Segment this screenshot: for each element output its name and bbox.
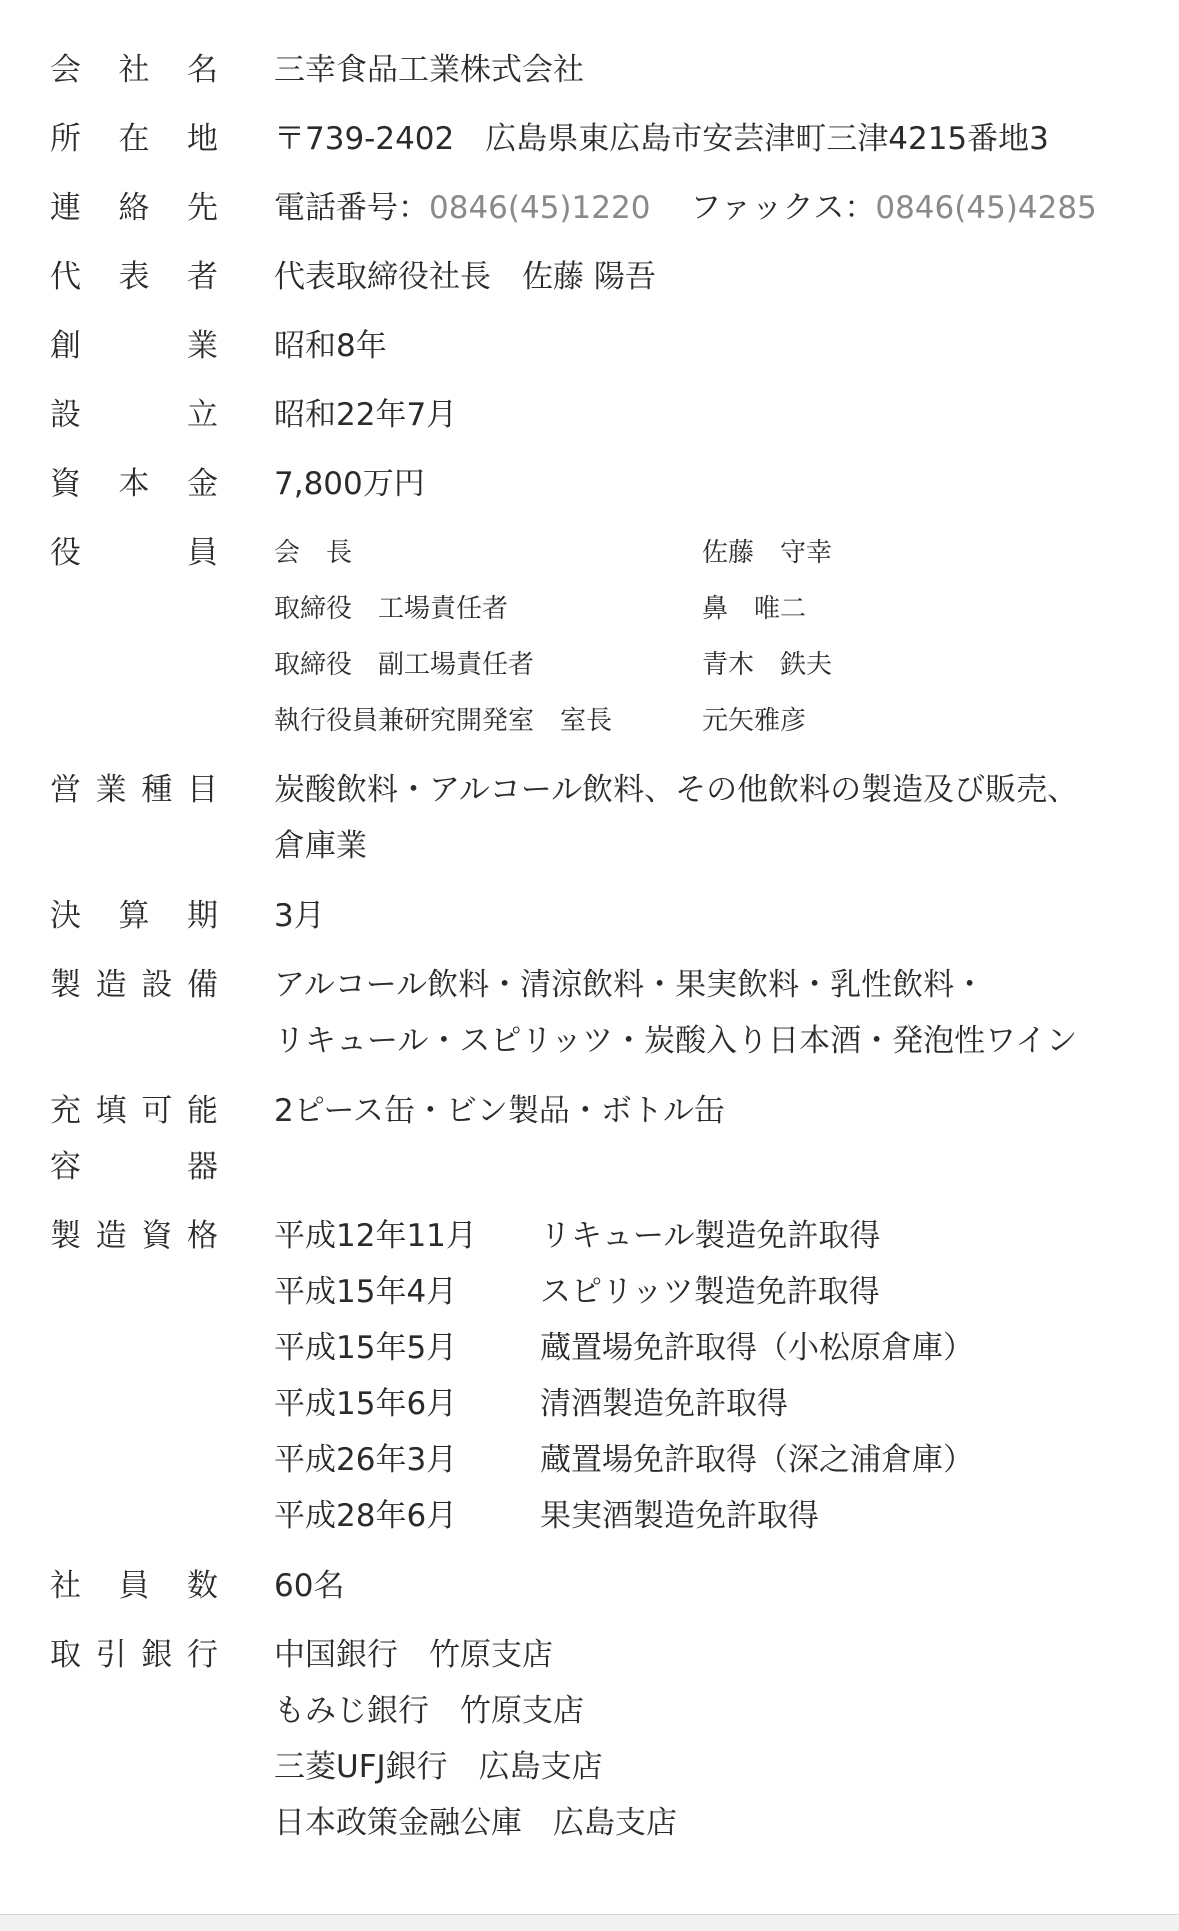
employees-value: 60名 (274, 1568, 345, 1604)
business-line: 炭酸飲料・アルコール飲料、その他飲料の製造及び販売、 (274, 772, 1079, 808)
qualification-item (274, 1264, 1164, 1320)
business-value (274, 762, 1164, 874)
fax-number: 0846(45)4285 (875, 190, 1097, 226)
officer-name: 元矢雅彦 (702, 706, 807, 736)
qualification-date: 平成15年6月 (274, 1386, 458, 1422)
company-name-label: 会社名 (50, 52, 218, 88)
capital-value: 7,800万円 (274, 466, 425, 502)
officers-label: 役員 (50, 535, 218, 571)
officer-name: 青木 鉄夫 (702, 650, 833, 680)
officer-item (274, 581, 1164, 637)
qualification-date: 平成26年3月 (274, 1442, 458, 1478)
containers-label-line2: 容器 (50, 1149, 218, 1185)
containers-label-line1: 充填可能 (50, 1093, 218, 1129)
containers-value: 2ピース缶・ビン製品・ボトル缶 (274, 1093, 725, 1129)
officer-name: 鼻 唯二 (702, 594, 807, 624)
bottom-bar (0, 1914, 1179, 1931)
qualification-item (274, 1208, 1164, 1264)
qualification-text: 清酒製造免許取得 (540, 1386, 788, 1422)
officer-item (274, 693, 1164, 749)
qualification-text: 果実酒製造免許取得 (540, 1498, 819, 1534)
fax-label: ファックス： (690, 190, 876, 226)
qualification-text: リキュール製造免許取得 (540, 1218, 881, 1254)
qualifications-list (274, 1208, 1164, 1544)
qualification-date: 平成28年6月 (274, 1498, 458, 1534)
bank-item: 中国銀行 竹原支店 (274, 1637, 553, 1673)
founded-label: 創業 (50, 328, 218, 364)
bank-item: 日本政策金融公庫 広島支店 (274, 1805, 677, 1841)
founded-value: 昭和8年 (274, 328, 387, 364)
banks-label: 取引銀行 (50, 1637, 218, 1673)
banks-list (274, 1627, 1164, 1851)
established-label: 設立 (50, 397, 218, 433)
qualification-text: 蔵置場免許取得（深之浦倉庫） (540, 1442, 974, 1478)
bank-item: 三菱UFJ銀行 広島支店 (274, 1749, 603, 1785)
qualification-item (274, 1320, 1164, 1376)
company-name-value: 三幸食品工業株式会社 (274, 52, 584, 88)
qualifications-label: 製造資格 (50, 1218, 218, 1254)
address-value: 〒739-2402 広島県東広島市安芸津町三津4215番地3 (274, 121, 1049, 157)
tel-number[interactable]: 0846(45)1220 (429, 190, 651, 226)
contact-label: 連絡先 (50, 190, 218, 226)
employees-label: 社員数 (50, 1568, 218, 1604)
officer-role: 取締役 工場責任者 (274, 594, 509, 624)
officer-role: 会 長 (274, 538, 353, 568)
tel-label: 電話番号： (274, 190, 429, 226)
officers-list (274, 525, 1164, 749)
officer-name: 佐藤 守幸 (702, 538, 833, 568)
address-label: 所在地 (50, 121, 218, 157)
established-value: 昭和22年7月 (274, 397, 458, 433)
officer-role: 取締役 副工場責任者 (274, 650, 535, 680)
capital-label: 資本金 (50, 466, 218, 502)
officer-role: 執行役員兼研究開発室 室長 (274, 706, 613, 736)
fiscal-period-label: 決算期 (50, 898, 218, 934)
qualification-item (274, 1376, 1164, 1432)
contact-value (274, 180, 1164, 236)
qualification-text: 蔵置場免許取得（小松原倉庫） (540, 1330, 974, 1366)
qualification-item (274, 1432, 1164, 1488)
qualification-date: 平成15年5月 (274, 1330, 458, 1366)
officer-item (274, 525, 1164, 581)
equipment-value (274, 957, 1164, 1069)
equipment-line: アルコール飲料・清涼飲料・果実飲料・乳性飲料・ (274, 967, 986, 1003)
fiscal-period-value: 3月 (274, 898, 325, 934)
business-label: 営業種目 (50, 772, 218, 808)
qualification-text: スピリッツ製造免許取得 (540, 1274, 880, 1310)
representative-label: 代表者 (50, 259, 218, 295)
officer-item (274, 637, 1164, 693)
business-line: 倉庫業 (274, 828, 367, 864)
equipment-line: リキュール・スピリッツ・炭酸入り日本酒・発泡性ワイン (274, 1023, 1078, 1059)
qualification-date: 平成15年4月 (274, 1274, 458, 1310)
representative-value: 代表取締役社長 佐藤 陽吾 (274, 259, 656, 295)
bank-item: もみじ銀行 竹原支店 (274, 1693, 584, 1729)
qualification-date: 平成12年11月 (274, 1218, 477, 1254)
qualification-item (274, 1488, 1164, 1544)
equipment-label: 製造設備 (50, 967, 218, 1003)
